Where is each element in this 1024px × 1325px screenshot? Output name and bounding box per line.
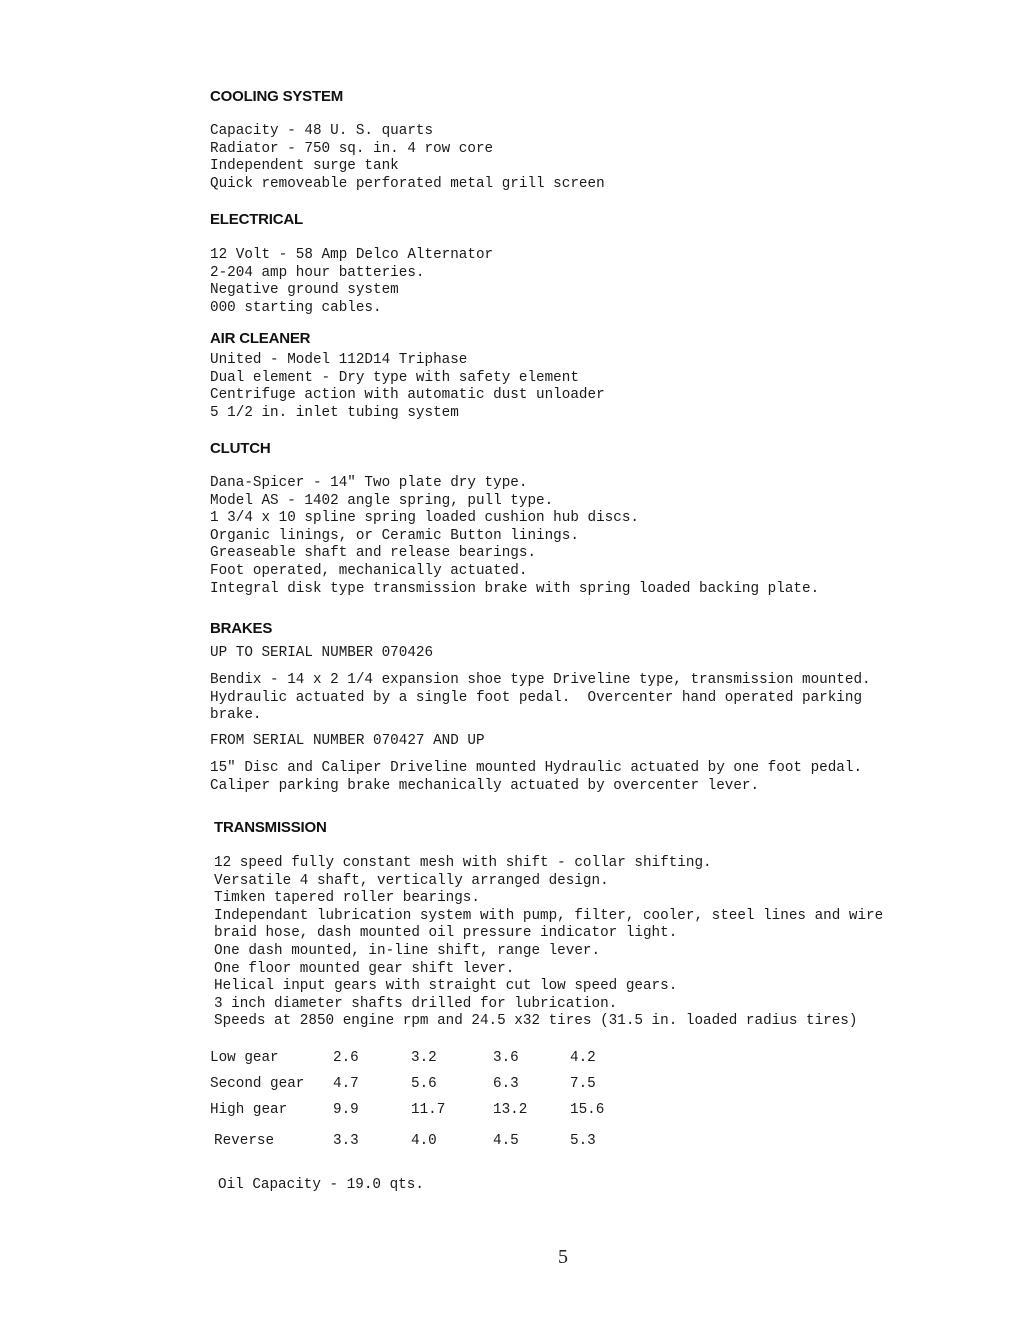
spec-line: Independant lubrication system with pump, filter, cooler, steel lines and wire braid hose, dash mounted oil pressure indicator light.: [214, 907, 884, 942]
table-row: [210, 1102, 630, 1120]
spec-line: Caliper parking brake mechanically actuated by overcenter lever.: [210, 777, 760, 794]
clutch-specs: [210, 475, 819, 598]
spec-line: One dash mounted, in-line shift, range lever.: [214, 942, 601, 959]
gear-label: Second gear: [210, 1076, 305, 1092]
transmission-specs: [214, 855, 904, 1031]
speed-value: 3.2: [411, 1050, 437, 1066]
brakes-specs-early: [210, 672, 871, 725]
spec-line: Helical input gears with straight cut low speed gears.: [214, 978, 678, 995]
spec-line: Negative ground system: [210, 282, 399, 299]
table-row: [210, 1133, 630, 1151]
speed-value: 2.6: [333, 1050, 359, 1066]
spec-line: Quick removeable perforated metal grill screen: [210, 175, 605, 192]
cooling-heading: COOLING SYSTEM: [210, 88, 344, 105]
speed-value: 3.6: [493, 1050, 519, 1066]
spec-line: Organic linings, or Ceramic Button linings.: [210, 527, 579, 544]
spec-line: brake.: [210, 707, 262, 724]
spec-line: 12 Volt - 58 Amp Delco Alternator: [210, 247, 494, 263]
oil-capacity: [218, 1177, 424, 1195]
serial-note: FROM SERIAL NUMBER 070427 AND UP: [210, 733, 485, 749]
spec-line: 15" Disc and Caliper Driveline mounted Hydraulic actuated by one foot pedal.: [210, 760, 863, 776]
spec-line: Dana-Spicer - 14" Two plate dry type.: [210, 475, 528, 491]
spec-line: Integral disk type transmission brake with spring loaded backing plate.: [210, 580, 820, 597]
gear-label: Reverse: [214, 1133, 275, 1149]
spec-line: Dual element - Dry type with safety element: [210, 369, 579, 386]
speed-value: 4.5: [493, 1133, 519, 1149]
transmission-heading: TRANSMISSION: [214, 819, 327, 836]
spec-line: Timken tapered roller bearings.: [214, 890, 480, 907]
spec-line: 1 3/4 x 10 spline spring loaded cushion hub discs.: [210, 510, 639, 527]
table-row: [210, 1050, 630, 1068]
spec-line: Capacity - 48 U. S. quarts: [210, 123, 434, 139]
brakes-serial-from: [210, 733, 485, 751]
speed-value: 15.6: [570, 1102, 605, 1118]
spec-line: Speeds at 2850 engine rpm and 24.5 x32 tires (31.5 in. loaded radius tires): [214, 1013, 858, 1030]
brakes-specs-late: [210, 760, 862, 795]
electrical-specs: [210, 247, 493, 317]
speed-value: 5.6: [411, 1076, 437, 1092]
air-cleaner-specs: [210, 352, 605, 422]
spec-line: 3 inch diameter shafts drilled for lubrication.: [214, 995, 618, 1012]
spec-line: United - Model 112D14 Triphase: [210, 352, 468, 368]
speed-value: 4.0: [411, 1133, 437, 1149]
spec-line: 12 speed fully constant mesh with shift - collar shifting.: [214, 855, 712, 871]
spec-line: Foot operated, mechanically actuated.: [210, 562, 528, 579]
clutch-heading: CLUTCH: [210, 440, 271, 457]
spec-line: 2-204 amp hour batteries.: [210, 264, 425, 281]
speed-value: 6.3: [493, 1076, 519, 1092]
speed-value: 9.9: [333, 1102, 359, 1118]
spec-line: 000 starting cables.: [210, 299, 382, 316]
spec-line: 5 1/2 in. inlet tubing system: [210, 404, 459, 421]
spec-line: Versatile 4 shaft, vertically arranged design.: [214, 872, 609, 889]
speed-value: 11.7: [411, 1102, 446, 1118]
speed-value: 7.5: [570, 1076, 596, 1092]
serial-note: UP TO SERIAL NUMBER 070426: [210, 645, 434, 661]
page-number: 5: [558, 1246, 568, 1268]
speed-value: 5.3: [570, 1133, 596, 1149]
table-row: [210, 1076, 630, 1094]
spec-line: Radiator - 750 sq. in. 4 row core: [210, 140, 494, 157]
gear-label: High gear: [210, 1102, 288, 1118]
brakes-serial-up-to: [210, 645, 433, 663]
spec-line: Independent surge tank: [210, 158, 399, 175]
cooling-specs: [210, 123, 605, 193]
speed-value: 4.7: [333, 1076, 359, 1092]
spec-line: Model AS - 1402 angle spring, pull type.: [210, 492, 554, 509]
speed-value: 13.2: [493, 1102, 528, 1118]
brakes-heading: BRAKES: [210, 620, 273, 637]
spec-line: Hydraulic actuated by a single foot pedal. Overcenter hand operated parking: [210, 689, 863, 706]
spec-line: One floor mounted gear shift lever.: [214, 960, 515, 977]
gear-label: Low gear: [210, 1050, 279, 1066]
speed-value: 4.2: [570, 1050, 596, 1066]
spec-line: Centrifuge action with automatic dust unloader: [210, 387, 605, 404]
spec-line: Bendix - 14 x 2 1/4 expansion shoe type Driveline type, transmission mounted.: [210, 672, 871, 688]
air-cleaner-heading: AIR CLEANER: [210, 330, 311, 347]
spec-line: Oil Capacity - 19.0 qts.: [218, 1177, 424, 1193]
electrical-heading: ELECTRICAL: [210, 211, 303, 228]
spec-line: Greaseable shaft and release bearings.: [210, 545, 537, 562]
speed-value: 3.3: [333, 1133, 359, 1149]
